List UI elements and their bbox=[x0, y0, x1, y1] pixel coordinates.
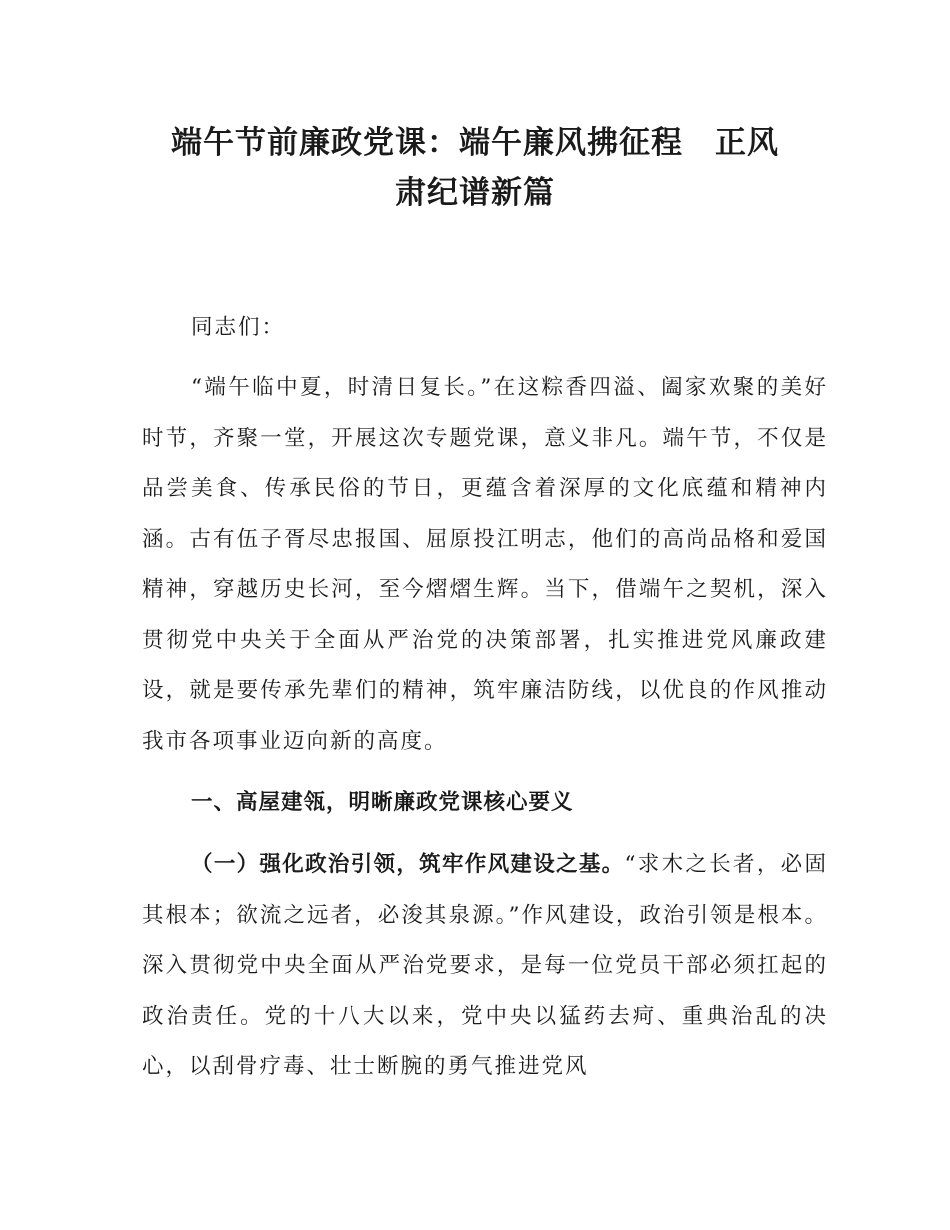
intro-paragraph: “端午临中夏，时清日复长。”在这粽香四溢、阖家欢聚的美好时节，齐聚一堂，开展这次专题党课，意义非凡。端午节，不仅是品尝美食、传承民俗的节日，更蕴含着深厚的文化底蕴和精神内涵。古有伍子胥尽忠报国、屈原投江明志，他们的高尚品格和爱国精神，穿越历史长河，至今熠熠生辉。当下，借端午之契机，深入贯彻党中央关于全面从严治党的决策部署，扎实推进党风廉政建设，就是要传承先辈们的精神，筑牢廉洁防线，以优良的作风推动我市各项事业迈向新的高度。 bbox=[142, 375, 828, 754]
section-1-heading: 一、高屋建瓴，明晰廉政党课核心要义 bbox=[191, 790, 574, 815]
salutation: 同志们： bbox=[191, 315, 286, 340]
title-line-2: 肃纪谱新篇 bbox=[395, 175, 555, 211]
title-line-1: 端午节前廉政党课：端午廉风拂征程 正风 bbox=[171, 125, 779, 161]
subsection-1-paragraph bbox=[142, 840, 828, 1093]
subsection-1-body: “求木之长者，必固其根本；欲流之远者，必浚其泉源。”作风建设，政治引领是根本。深入贯彻党中央全面从严治党要求，是每一位党员干部必须扛起的政治责任。党的十八大以来，党中央以猛药去疴、重典治乱的决心，以刮骨疗毒、壮士断腕的勇气推进党风 bbox=[142, 852, 828, 1079]
document-title bbox=[120, 118, 830, 218]
subsection-1-lead: （一）强化政治引领，筑牢作风建设之基。 bbox=[191, 852, 625, 877]
